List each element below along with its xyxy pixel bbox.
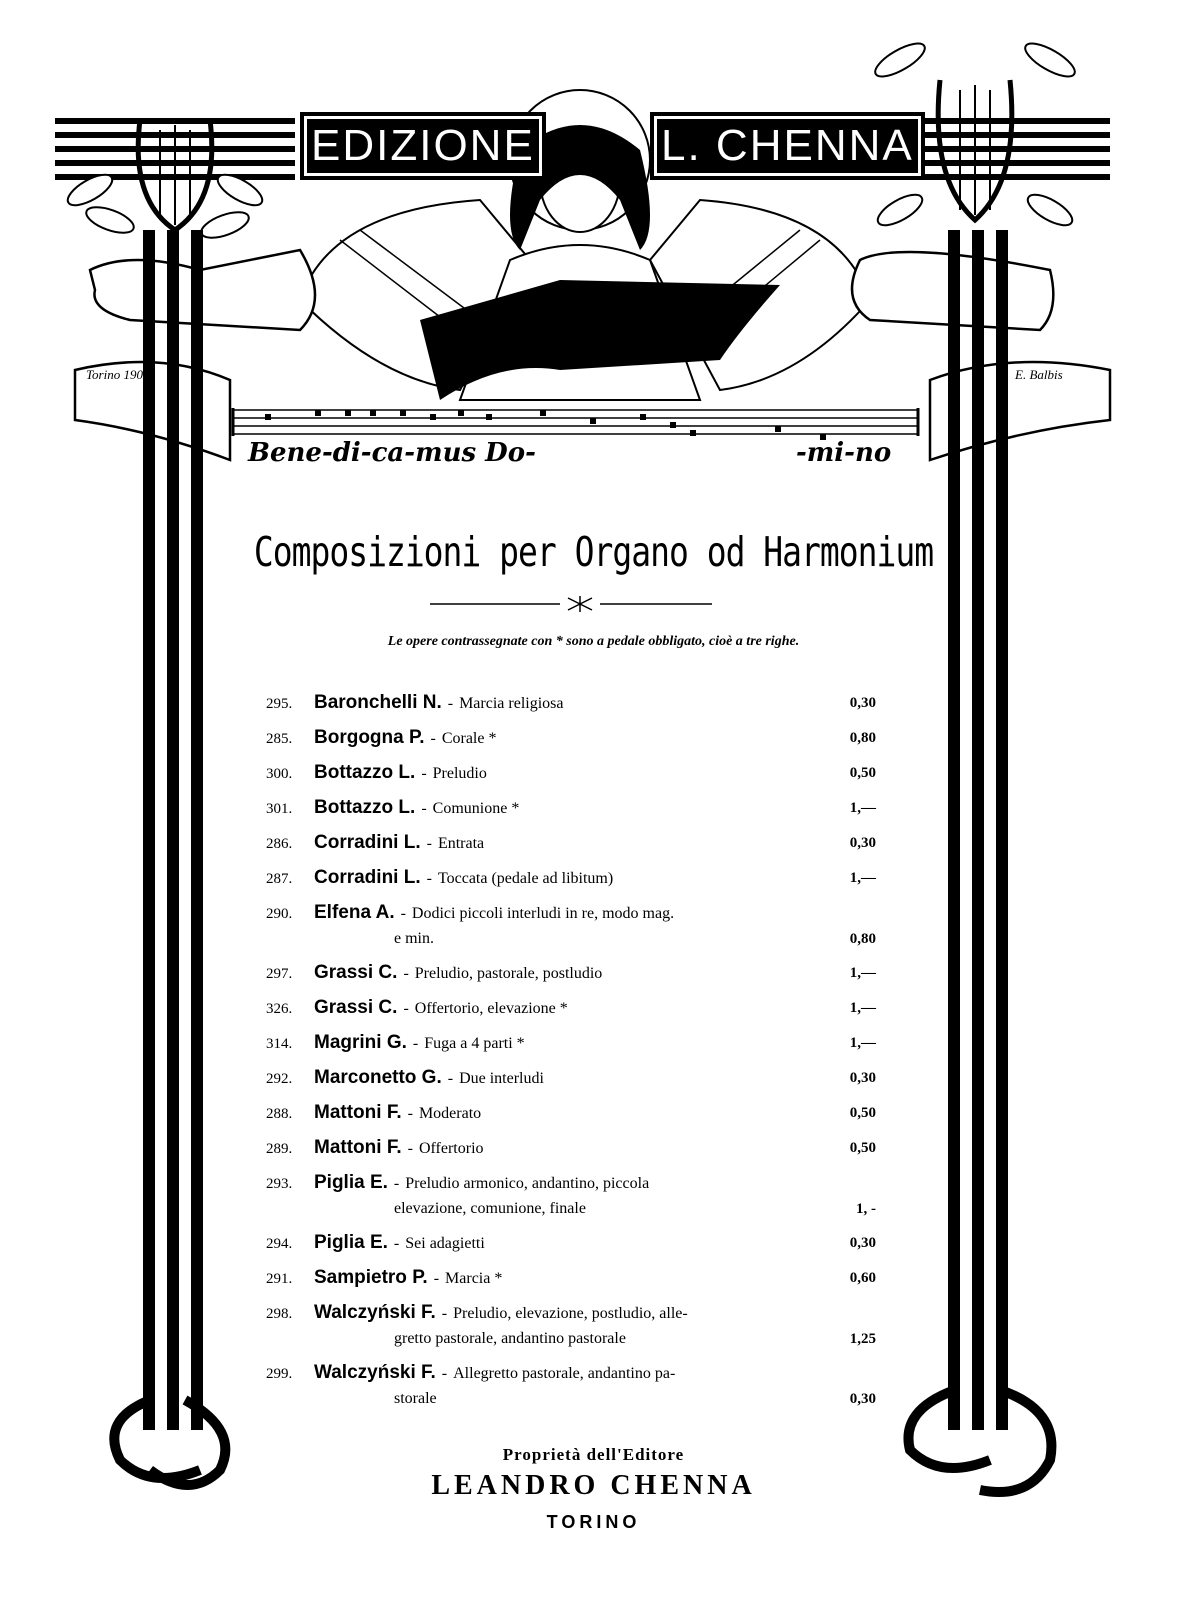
item-author: Mattoni F. xyxy=(314,1137,402,1158)
lyric-left: Bene-di-ca-mus Do- xyxy=(248,438,536,468)
item-title: Toccata (pedale ad libitum) xyxy=(437,870,614,887)
item-title: Marcia * xyxy=(445,1270,503,1287)
item-price: 1,— xyxy=(849,965,876,981)
composition-list xyxy=(266,686,876,1416)
item-number: 300. xyxy=(266,766,293,782)
item-separator: - xyxy=(426,835,432,852)
item-author: Baronchelli N. xyxy=(314,692,442,713)
item-price: 1,— xyxy=(849,1000,876,1016)
item-author: Corradini L. xyxy=(314,867,421,888)
item-number: 287. xyxy=(266,871,293,887)
item-separator: - xyxy=(412,1035,419,1052)
list-item xyxy=(266,721,876,756)
item-author: Piglia E. xyxy=(314,1172,388,1193)
item-separator: - xyxy=(441,1305,448,1322)
item-title-continued: storale xyxy=(394,1390,437,1407)
item-separator: - xyxy=(433,1270,440,1287)
item-author: Walczyński F. xyxy=(314,1302,436,1323)
item-author: Borgogna P. xyxy=(314,727,425,748)
item-price: 0,50 xyxy=(849,1140,876,1156)
music-notes xyxy=(265,410,826,440)
item-title: Due interludi xyxy=(459,1070,544,1087)
item-separator: - xyxy=(403,1000,409,1017)
item-separator: - xyxy=(441,1365,448,1382)
list-item xyxy=(266,1296,876,1356)
item-separator: - xyxy=(421,800,427,817)
item-number: 314. xyxy=(266,1036,293,1052)
list-item xyxy=(266,1356,876,1416)
banner-publisher-name: L. CHENNA xyxy=(650,112,925,180)
item-title: Fuga a 4 parti * xyxy=(424,1035,525,1052)
item-price: 1,25 xyxy=(849,1331,876,1347)
item-number: 326. xyxy=(266,1001,293,1017)
list-item xyxy=(266,896,876,956)
item-separator: - xyxy=(393,1235,400,1252)
music-staff xyxy=(233,408,918,436)
pedal-note: Le opere contrassegnate con * sono a pedale obbligato, cioè a tre righe. xyxy=(387,634,800,649)
item-author: Elfena A. xyxy=(314,902,395,923)
item-title: Marcia religiosa xyxy=(459,695,564,712)
list-item xyxy=(266,1061,876,1096)
list-item xyxy=(266,991,876,1026)
footer-property-line: Proprietà dell'Editore xyxy=(502,1445,685,1464)
signature-date: Torino 1909 xyxy=(86,367,150,382)
item-number: 291. xyxy=(266,1271,293,1287)
list-item xyxy=(266,1261,876,1296)
item-number: 288. xyxy=(266,1106,293,1122)
item-price: 0,30 xyxy=(849,835,876,851)
item-separator: - xyxy=(407,1105,413,1122)
item-title: Sei adagietti xyxy=(405,1235,485,1252)
item-separator: - xyxy=(426,870,432,887)
item-author: Bottazzo L. xyxy=(314,797,416,818)
item-price: 1,— xyxy=(849,870,876,886)
item-separator: - xyxy=(430,730,436,747)
pillar-right xyxy=(948,230,1008,1430)
item-title: Moderato xyxy=(418,1105,482,1122)
item-number: 298. xyxy=(266,1306,293,1322)
item-title: Dodici piccoli interludi in re, modo mag. xyxy=(411,905,675,922)
item-number: 299. xyxy=(266,1366,293,1382)
item-title-continued: gretto pastorale, andantino pastorale xyxy=(394,1330,626,1347)
item-price: 0,60 xyxy=(849,1270,876,1286)
item-author: Magrini G. xyxy=(314,1032,407,1053)
item-separator: - xyxy=(403,965,409,982)
item-number: 293. xyxy=(266,1176,293,1192)
list-item xyxy=(266,1226,876,1261)
item-title: Entrata xyxy=(437,835,485,852)
item-price: 1,— xyxy=(849,800,876,816)
item-price: 0,50 xyxy=(849,765,876,781)
list-item xyxy=(266,956,876,991)
item-separator: - xyxy=(400,905,406,922)
item-author: Corradini L. xyxy=(314,832,421,853)
item-author: Marconetto G. xyxy=(314,1067,442,1088)
list-item xyxy=(266,1166,876,1226)
item-price: 0,80 xyxy=(849,931,876,947)
page-title: Composizioni per Organo od Harmonium xyxy=(253,527,934,576)
item-title: Preludio, pastorale, postludio xyxy=(414,965,603,982)
item-separator: - xyxy=(393,1175,400,1192)
item-author: Sampietro P. xyxy=(314,1267,428,1288)
banner-edizione: EDIZIONE xyxy=(300,112,546,180)
item-price: 0,30 xyxy=(849,1070,876,1086)
item-price: 0,30 xyxy=(849,1391,876,1407)
pillar-left xyxy=(143,230,203,1430)
footer-city: TORINO xyxy=(546,1512,641,1532)
item-author: Piglia E. xyxy=(314,1232,388,1253)
item-title: Preludio, elevazione, postludio, alle- xyxy=(453,1305,688,1322)
item-title: Comunione * xyxy=(432,800,520,817)
item-separator: - xyxy=(407,1140,413,1157)
item-title: Offertorio, elevazione * xyxy=(414,1000,568,1017)
item-number: 301. xyxy=(266,801,293,817)
item-price: 1, - xyxy=(856,1201,876,1217)
item-separator: - xyxy=(447,695,454,712)
item-price: 0,30 xyxy=(849,1235,876,1251)
artist-signature: E. Balbis xyxy=(1015,367,1063,382)
item-author: Grassi C. xyxy=(314,997,398,1018)
item-price: 0,50 xyxy=(849,1105,876,1121)
item-author: Walczyński F. xyxy=(314,1362,436,1383)
list-item xyxy=(266,791,876,826)
item-separator: - xyxy=(447,1070,454,1087)
list-item xyxy=(266,686,876,721)
list-item xyxy=(266,826,876,861)
list-item xyxy=(266,1131,876,1166)
item-number: 286. xyxy=(266,836,293,852)
item-title-continued: elevazione, comunione, finale xyxy=(394,1200,586,1217)
item-price: 0,30 xyxy=(849,695,876,711)
item-price: 0,80 xyxy=(849,730,876,746)
item-author: Grassi C. xyxy=(314,962,398,983)
item-title: Offertorio xyxy=(418,1140,484,1157)
item-number: 297. xyxy=(266,966,293,982)
item-author: Mattoni F. xyxy=(314,1102,402,1123)
lyric-right: -mi-no xyxy=(796,438,892,468)
item-number: 295. xyxy=(266,696,293,712)
item-separator: - xyxy=(421,765,427,782)
item-number: 289. xyxy=(266,1141,293,1157)
item-title: Corale * xyxy=(441,730,497,747)
item-price: 1,— xyxy=(849,1035,876,1051)
item-number: 294. xyxy=(266,1236,293,1252)
item-title: Allegretto pastorale, andantino pa- xyxy=(453,1365,676,1382)
list-item xyxy=(266,861,876,896)
item-title: Preludio xyxy=(432,765,487,782)
item-author: Bottazzo L. xyxy=(314,762,416,783)
title-ornament xyxy=(430,596,712,612)
list-item xyxy=(266,756,876,791)
item-number: 285. xyxy=(266,731,293,747)
list-item xyxy=(266,1026,876,1061)
item-number: 290. xyxy=(266,906,293,922)
item-title: Preludio armonico, andantino, piccola xyxy=(405,1175,650,1192)
item-title-continued: e min. xyxy=(394,930,434,947)
item-number: 292. xyxy=(266,1071,293,1087)
footer-publisher: LEANDRO CHENNA xyxy=(431,1470,756,1501)
list-item xyxy=(266,1096,876,1131)
